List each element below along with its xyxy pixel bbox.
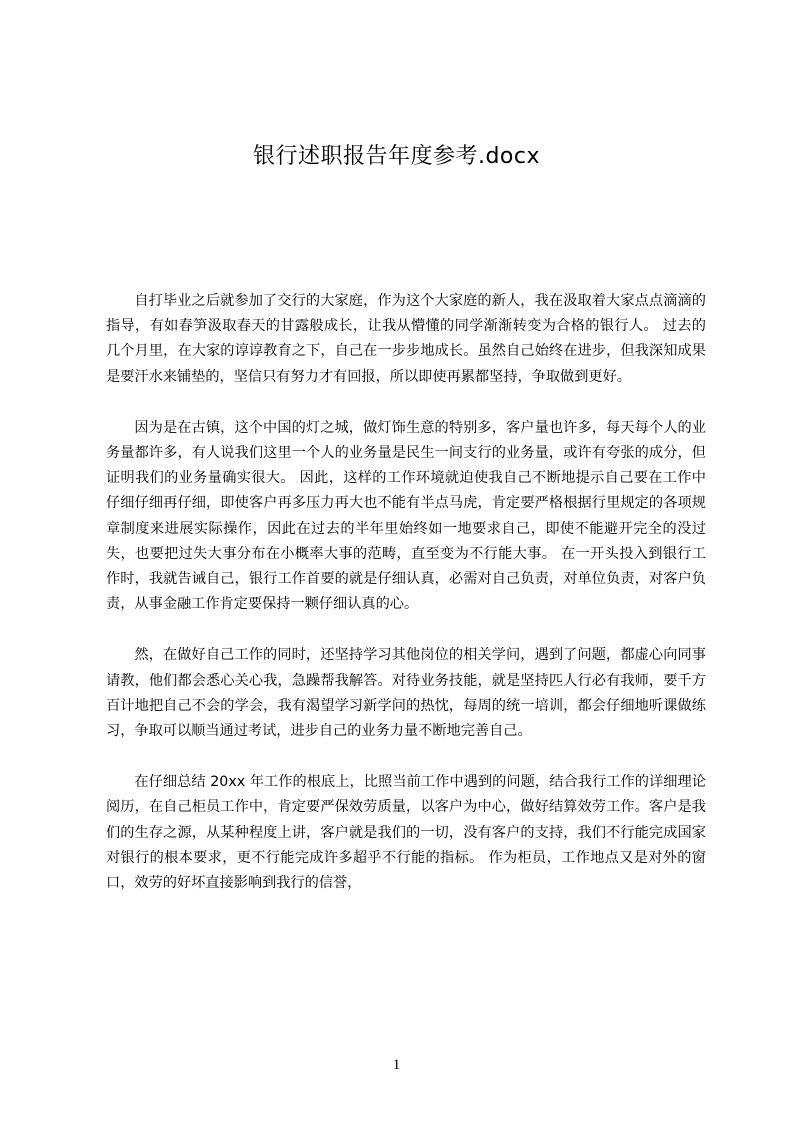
document-body <box>106 289 706 922</box>
paragraph-3: 然，在做好自己工作的同时，还坚持学习其他岗位的相关学问，遇到了问题，都虚心向同事请教，他们都会悉心关心我，急躁帮我解答。对待业务技能，就是坚持匹人行必有我师，要千方百计地把自己不会的学会，我有渴望学习新学问的热忱，每周的统一培训，都会仔细地听课做练习，争取可以顺当通过考试，进步自己的业务力量不断地完善自己。 <box>106 647 706 740</box>
paragraph-4: 在仔细总结 20xx 年工作的根底上，比照当前工作中遇到的问题，结合我行工作的详细理论阅历，在自己柜员工作中，肯定要严保效劳质量，以客户为中心，做好结算效劳工作。客户是我们的生存之源，从某种程度上讲，客户就是我们的一切，没有客户的支持，我们不行能完成国家对银行的根本要求，更不行能完成许多超乎不行能的指标。 作为柜员，工作地点又是对外的窗口，效劳的好坏直接影响到我行的信誉， <box>106 774 706 892</box>
page-number: 1 <box>392 1057 401 1073</box>
paragraph-2: 因为是在古镇，这个中国的灯之城，做灯饰生意的特别多，客户量也许多，每天每个人的业务量都许多，有人说我们这里一个人的业务量是民生一间支行的业务量，或许有夸张的成分，但证明我们的业务量确实很大。 因此，这样的工作环境就迫使我自己不断地提示自己要在工作中仔细仔细再仔细，即使客户再多压力再大也不能有半点马虎，肯定要严格根据行里规定的各项规章制度来进展实际操作，因此在过去的半年里始终如一地要求自己，即使不能避开完全的没过失，也要把过失大事分布在小概率大事的范畴，直至变为不行能大事。 在一开头投入到银行工作时，我就告诫自己，银行工作首要的就是仔细认真，必需对自己负责，对单位负责，对客户负责，从事金融工作肯定要保持一颗仔细认真的心。 <box>106 419 706 613</box>
document-title: 银行述职报告年度参考.docx <box>252 144 541 169</box>
paragraph-1: 自打毕业之后就参加了交行的大家庭，作为这个大家庭的新人，我在汲取着大家点点滴滴的指导，有如春笋汲取春天的甘露般成长，让我从懵懂的同学渐渐转变为合格的银行人。 过去的几个月里，在大家的谆谆教育之下，自己在一步步地成长。虽然自己始终在进步，但我深知成果是要汗水来铺垫的，坚信只有努力才有回报，所以即使再累都坚持，争取做到更好。 <box>106 293 706 385</box>
